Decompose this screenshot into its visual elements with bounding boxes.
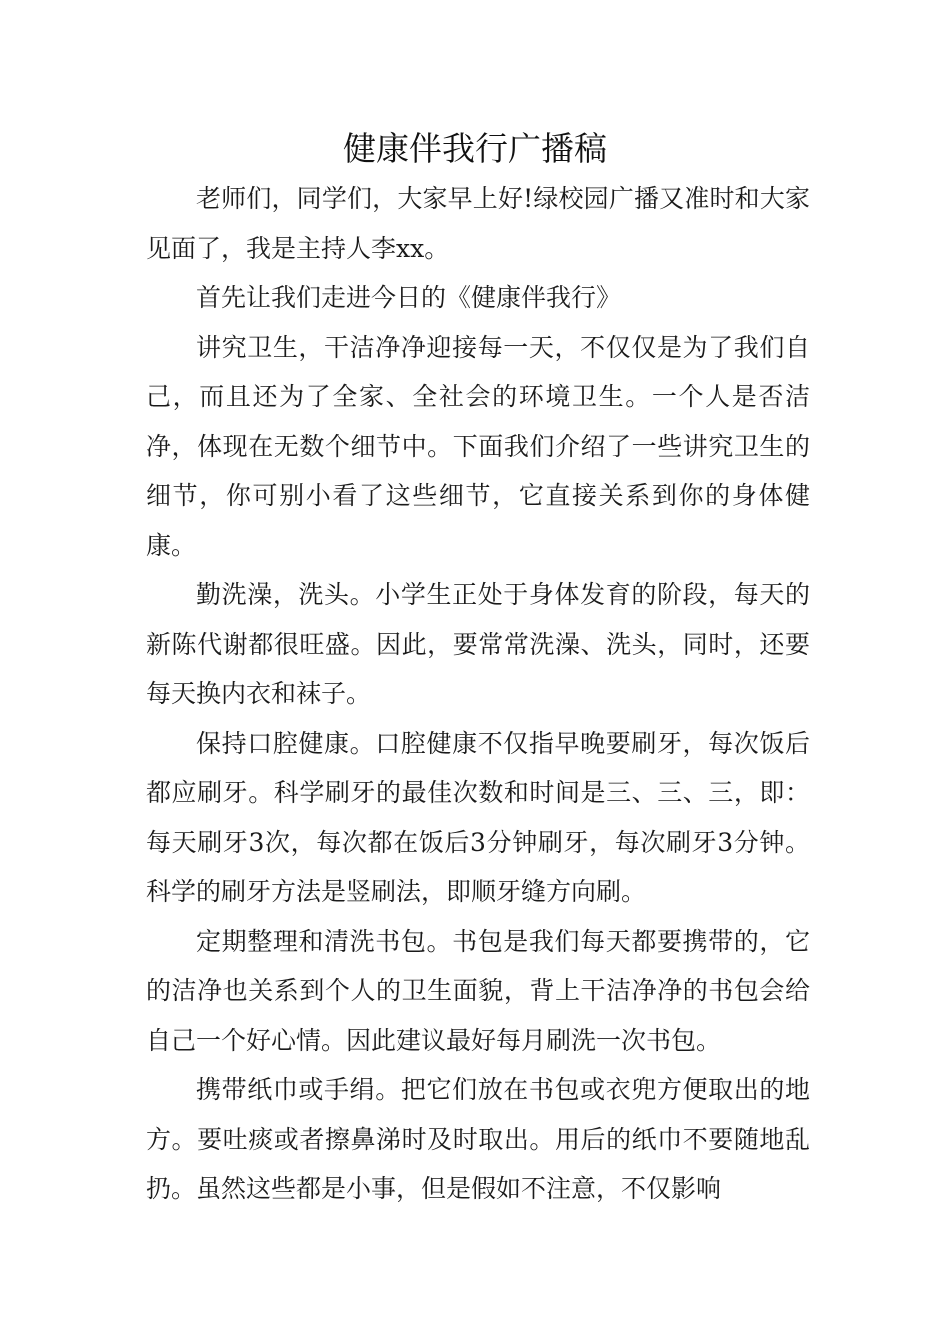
paragraph-greeting: 老师们，同学们，大家早上好!绿校园广播又准时和大家见面了，我是主持人李xx。 <box>146 184 810 263</box>
paragraph-schoolbag: 定期整理和清洗书包。书包是我们每天都要携带的，它的洁净也关系到个人的卫生面貌，背上干洁净净的书包会给自己一个好心情。因此建议最好每月刷洗一次书包。 <box>146 926 810 1055</box>
paragraph-tissues: 携带纸巾或手绢。把它们放在书包或衣兜方便取出的地方。要吐痰或者擦鼻涕时及时取出。用后的纸巾不要随地乱扔。虽然这些都是小事，但是假如不注意，不仅影响 <box>146 1075 810 1203</box>
paragraph-oral-health: 保持口腔健康。口腔健康不仅指早晚要刷牙，每次饭后都应刷牙。科学刷牙的最佳次数和时间是三、三、三，即：每天刷牙3次，每次都在饭后3分钟刷牙，每次刷牙3分钟。科学的刷牙方法是竖刷法，即顺牙缝方向刷。 <box>146 728 810 906</box>
document-title: 健康伴我行广播稿 <box>343 129 607 168</box>
paragraph-hygiene: 讲究卫生，干洁净净迎接每一天，不仅仅是为了我们自己，而且还为了全家、全社会的环境卫生。一个人是否洁净，体现在无数个细节中。下面我们介绍了一些讲究卫生的细节，你可别小看了这些细节，它直接关系到你的身体健康。 <box>146 332 810 560</box>
paragraph-intro: 首先让我们走进今日的《健康伴我行》 <box>196 283 622 312</box>
document-body <box>146 174 810 1214</box>
paragraph-bathing: 勤洗澡，洗头。小学生正处于身体发育的阶段，每天的新陈代谢都很旺盛。因此，要常常洗澡、洗头，同时，还要每天换内衣和袜子。 <box>146 580 810 708</box>
